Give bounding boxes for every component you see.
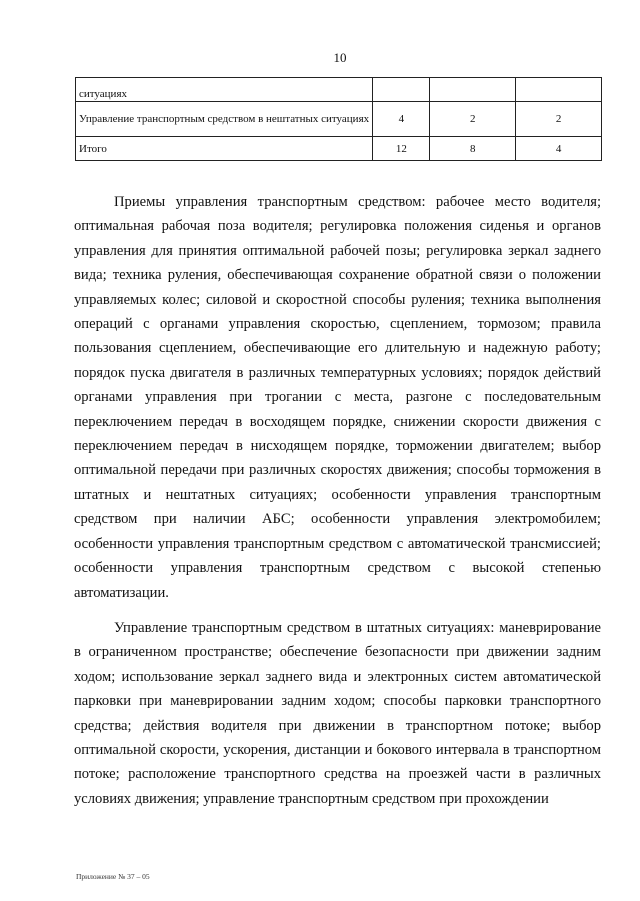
paragraph: Приемы управления транспортным средством: рабочее место водителя; оптимальная рабочая поза водителя; регулировка положения сиденья и органов управления для принятия оптимальной рабочей позы; регулировка зеркал заднего вида; техника руления, обеспечивающая сохранение обратной связи о положении управляемых колес; силовой и скоростной способы руления; техника выполнения операций с органами управления скоростью, сцеплением, тормозом; правила пользования сцеплением, обеспечивающие его длительную и надежную работу; порядок пуска двигателя в различных температурных условиях; порядок действий органами управления при трогании с места, разгоне с последовательным переключением передач в восходящем порядке, снижении скорости движения с переключением передач в нисходящем порядке, торможении двигателем; выбор оптимальной передачи при различных скоростях движения; способы торможения в штатных и нештатных ситуациях; особенности управления транспортным средством при наличии АБС; особенности управления электромобилем; особенности управления транспортным средством с автоматической трансмиссией; особенности управления транспортным средством с высокой степенью автоматизации. [74, 194, 601, 601]
hours-table [75, 77, 602, 161]
table-cell [516, 78, 602, 102]
table-cell [373, 78, 430, 102]
table-cell: 12 [373, 137, 430, 161]
table-cell-name: Управление транспортным средством в нештатных ситуациях [76, 102, 373, 137]
body-text [74, 190, 601, 822]
table-cell: 2 [430, 102, 516, 137]
paragraph: Управление транспортным средством в штатных ситуациях: маневрирование в ограниченном пространстве; обеспечение безопасности при движении задним ходом; использование зеркал заднего вида и электронных систем автоматической парковки при маневрировании задним ходом; способы парковки транспортного средства; действия водителя при движении в транспортном потоке; выбор оптимальной скорости, ускорения, дистанции и бокового интервала в транспортном потоке; расположение транспортного средства на проезжей части в различных условиях движения; управление транспортным средством при прохождении [74, 619, 601, 807]
footer-note: Приложение № 37 – 05 [76, 872, 150, 881]
table-cell-name: Итого [76, 137, 373, 161]
table-cell [430, 78, 516, 102]
table-cell: 2 [516, 102, 602, 137]
table-row [76, 137, 602, 161]
table-row [76, 78, 602, 102]
table-cell: 4 [516, 137, 602, 161]
page-number: 10 [333, 50, 347, 65]
table-cell-name: ситуациях [76, 78, 373, 102]
table-cell: 4 [373, 102, 430, 137]
table-cell: 8 [430, 137, 516, 161]
table-row [76, 102, 602, 137]
